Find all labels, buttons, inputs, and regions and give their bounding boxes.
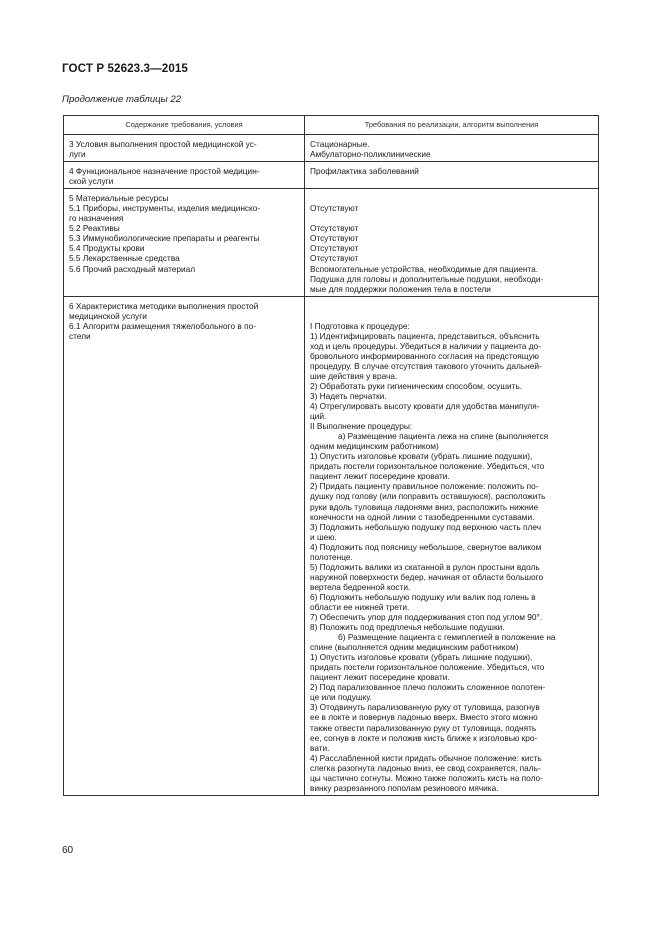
row4-right-cell bbox=[305, 162, 599, 189]
cell-text: 3) Подложить небольшую подушку под верхнюю часть плеч bbox=[310, 521, 542, 532]
row3-left-cell bbox=[64, 135, 305, 162]
cell-text: 3) Надеть перчатки. bbox=[310, 390, 387, 401]
page-number: 60 bbox=[62, 845, 74, 856]
table-row bbox=[64, 189, 599, 296]
cell-text: 3) Отодвинуть парализованную руку от туловища, разогнув bbox=[310, 702, 540, 713]
cell-text: винку разрезанного пополам резинового мячика. bbox=[310, 782, 499, 793]
cell-text: 5 Материальные ресурсы bbox=[69, 193, 169, 204]
cell-text: 2) Под парализованное плечо положить сложенное полотен- bbox=[310, 682, 546, 693]
cell-text: Отсутствуют bbox=[310, 253, 359, 264]
cell-text: ций. bbox=[310, 411, 327, 422]
cell-text: Отсутствуют bbox=[310, 203, 359, 214]
cell-text: наружной поверхности бедер, начиная от области большого bbox=[310, 571, 544, 582]
cell-text: мые для поддержки положения тела в постели bbox=[310, 283, 491, 294]
cell-text: 4) Расслабленной кисти придать обычное положение: кисть bbox=[310, 752, 542, 763]
cell-text: 4) Подложить под поясницу небольшое, свернутое валиком bbox=[310, 541, 542, 552]
cell-text: го назначения bbox=[69, 213, 124, 224]
cell-text: Стационарные. bbox=[310, 139, 370, 149]
cell-text: ее, согнув в локте и положив кисть ближе к изголовью кро- bbox=[310, 732, 538, 743]
cell-text: пациент лежит посередине кровати. bbox=[310, 672, 450, 683]
cell-text: ской услуги bbox=[69, 176, 114, 187]
cell-text: медицинской услуги bbox=[69, 310, 147, 321]
cell-text: слегка разогнута ладонью вниз, ее свод сохраняется, паль- bbox=[310, 762, 541, 773]
cell-text: конечности на одной линии с тазобедренными суставами. bbox=[310, 511, 535, 522]
header-requirement-content: Содержание требования, условия bbox=[64, 116, 305, 135]
table-header-row bbox=[64, 116, 599, 135]
cell-text: 1) Идентифицировать пациента, представиться, объяснить bbox=[310, 330, 540, 341]
cell-text: руки вдоль туловища ладонями вниз, расположить нижние bbox=[310, 501, 539, 512]
cell-text: а) Размещение пациента лежа на спине (выполняется bbox=[338, 431, 549, 442]
cell-text: области ее нижней трети. bbox=[310, 601, 410, 612]
cell-text: Профилактика заболеваний bbox=[310, 166, 419, 177]
table-row bbox=[64, 135, 599, 162]
cell-text: шие действия у врача. bbox=[310, 370, 398, 381]
cell-text: 5.2 Реактивы bbox=[69, 223, 120, 234]
cell-text: 7) Обеспечить упор для поддерживания стоп под углом 90°. bbox=[310, 612, 543, 623]
cell-text: вертела бедренной кости. bbox=[310, 581, 411, 592]
row6-right-cell bbox=[305, 296, 599, 795]
cell-text: цы частично согнуты. Можно также положить кисть на поло- bbox=[310, 772, 543, 783]
cell-text: б) Размещение пациента с гемиплегией в положение на bbox=[338, 632, 556, 643]
table-row bbox=[64, 162, 599, 189]
cell-text: 8) Положить под предплечья небольшие подушки. bbox=[310, 622, 505, 633]
cell-text: придать постели горизонтальное положение. Убедиться, что bbox=[310, 662, 545, 673]
header-implementation-requirements: Требования по реализации, алгоритм выполнения bbox=[305, 116, 599, 135]
cell-text: придать постели горизонтальное положение. Убедиться, что bbox=[310, 461, 545, 472]
cell-text: 1) Опустить изголовье кровати (убрать лишние подушки), bbox=[310, 652, 533, 663]
table-continuation-caption: Продолжение таблицы 22 bbox=[62, 94, 182, 105]
cell-text: бровольного информированного согласия на предстоящую bbox=[310, 350, 540, 361]
cell-text: Амбулаторно-поликлинические bbox=[310, 149, 431, 160]
cell-text: 4 Функциональное назначение простой медицин- bbox=[69, 166, 260, 177]
row3-right-cell bbox=[305, 135, 599, 162]
cell-text: Отсутствуют bbox=[310, 243, 359, 254]
cell-text: пациент лежит посередине кровати. bbox=[310, 471, 450, 482]
cell-text: одним медицинским работником) bbox=[310, 441, 439, 452]
cell-text: 6 Характеристика методики выполнения простой bbox=[69, 300, 259, 311]
cell-text: 5.3 Иммунобиологические препараты и реагенты bbox=[69, 233, 260, 244]
cell-text: це или подушку. bbox=[310, 692, 372, 703]
cell-text: 6.1 Алгоритм размещения тяжелобольного в по- bbox=[69, 320, 256, 331]
requirements-table bbox=[63, 115, 599, 796]
cell-text: 5) Подложить валики из скатанной в рулон простыни вдоль bbox=[310, 561, 540, 572]
cell-text: 5.1 Приборы, инструменты, изделия медицинско- bbox=[69, 203, 261, 214]
cell-text: луги bbox=[69, 149, 86, 160]
cell-text: стели bbox=[69, 330, 91, 341]
row5-left-cell bbox=[64, 189, 305, 296]
cell-text: ее в локте и повернув ладонью вверх. Вместо этого можно bbox=[310, 712, 538, 723]
cell-text: душку под голову (или поправить оставшуюся), расположить bbox=[310, 491, 546, 502]
cell-text: 4) Отрегулировать высоту кровати для удобства манипуля- bbox=[310, 401, 540, 412]
cell-text: и шею. bbox=[310, 531, 337, 542]
cell-text: II Выполнение процедуры: bbox=[310, 421, 413, 432]
cell-text: Отсутствуют bbox=[310, 223, 359, 234]
cell-text: I Подготовка к процедуре: bbox=[310, 320, 410, 331]
table-row bbox=[64, 296, 599, 795]
row5-right-cell bbox=[305, 189, 599, 296]
row4-left-cell bbox=[64, 162, 305, 189]
cell-text: процедуру. В случае отсутствия такового уточнить дальней- bbox=[310, 360, 542, 371]
cell-text: спине (выполняется одним медицинским работником) bbox=[310, 642, 519, 653]
cell-text: Вспомогательные устройства, необходимые для пациента. bbox=[310, 263, 539, 274]
cell-text: полотенце. bbox=[310, 551, 353, 562]
cell-text: 2) Придать пациенту правильное положение: положить по- bbox=[310, 481, 539, 492]
cell-text: 5.4 Продукты крови bbox=[69, 243, 145, 254]
cell-text: ход и цель процедуры. Убедиться в наличии у пациента до- bbox=[310, 340, 541, 351]
cell-text: 1) Опустить изголовье кровати (убрать лишние подушки), bbox=[310, 451, 533, 462]
cell-text: также отвести парализованную руку от туловища, поднять bbox=[310, 722, 537, 733]
row6-left-cell bbox=[64, 296, 305, 795]
cell-text: 6) Подложить небольшую подушку или валик под голень в bbox=[310, 591, 536, 602]
document-code: ГОСТ Р 52623.3—2015 bbox=[62, 62, 188, 75]
cell-text: вати. bbox=[310, 742, 330, 753]
cell-text: 5.6 Прочий расходный материал bbox=[69, 263, 196, 274]
cell-text: 2) Обработать руки гигиеническим способом, осушить. bbox=[310, 380, 523, 391]
cell-text: Подушка для головы и дополнительные подушки, необходи- bbox=[310, 273, 544, 284]
cell-text: 5.5 Лекарственные средства bbox=[69, 253, 180, 264]
cell-text: Отсутствуют bbox=[310, 233, 359, 244]
cell-text: 3 Условия выполнения простой медицинской ус- bbox=[69, 139, 257, 149]
